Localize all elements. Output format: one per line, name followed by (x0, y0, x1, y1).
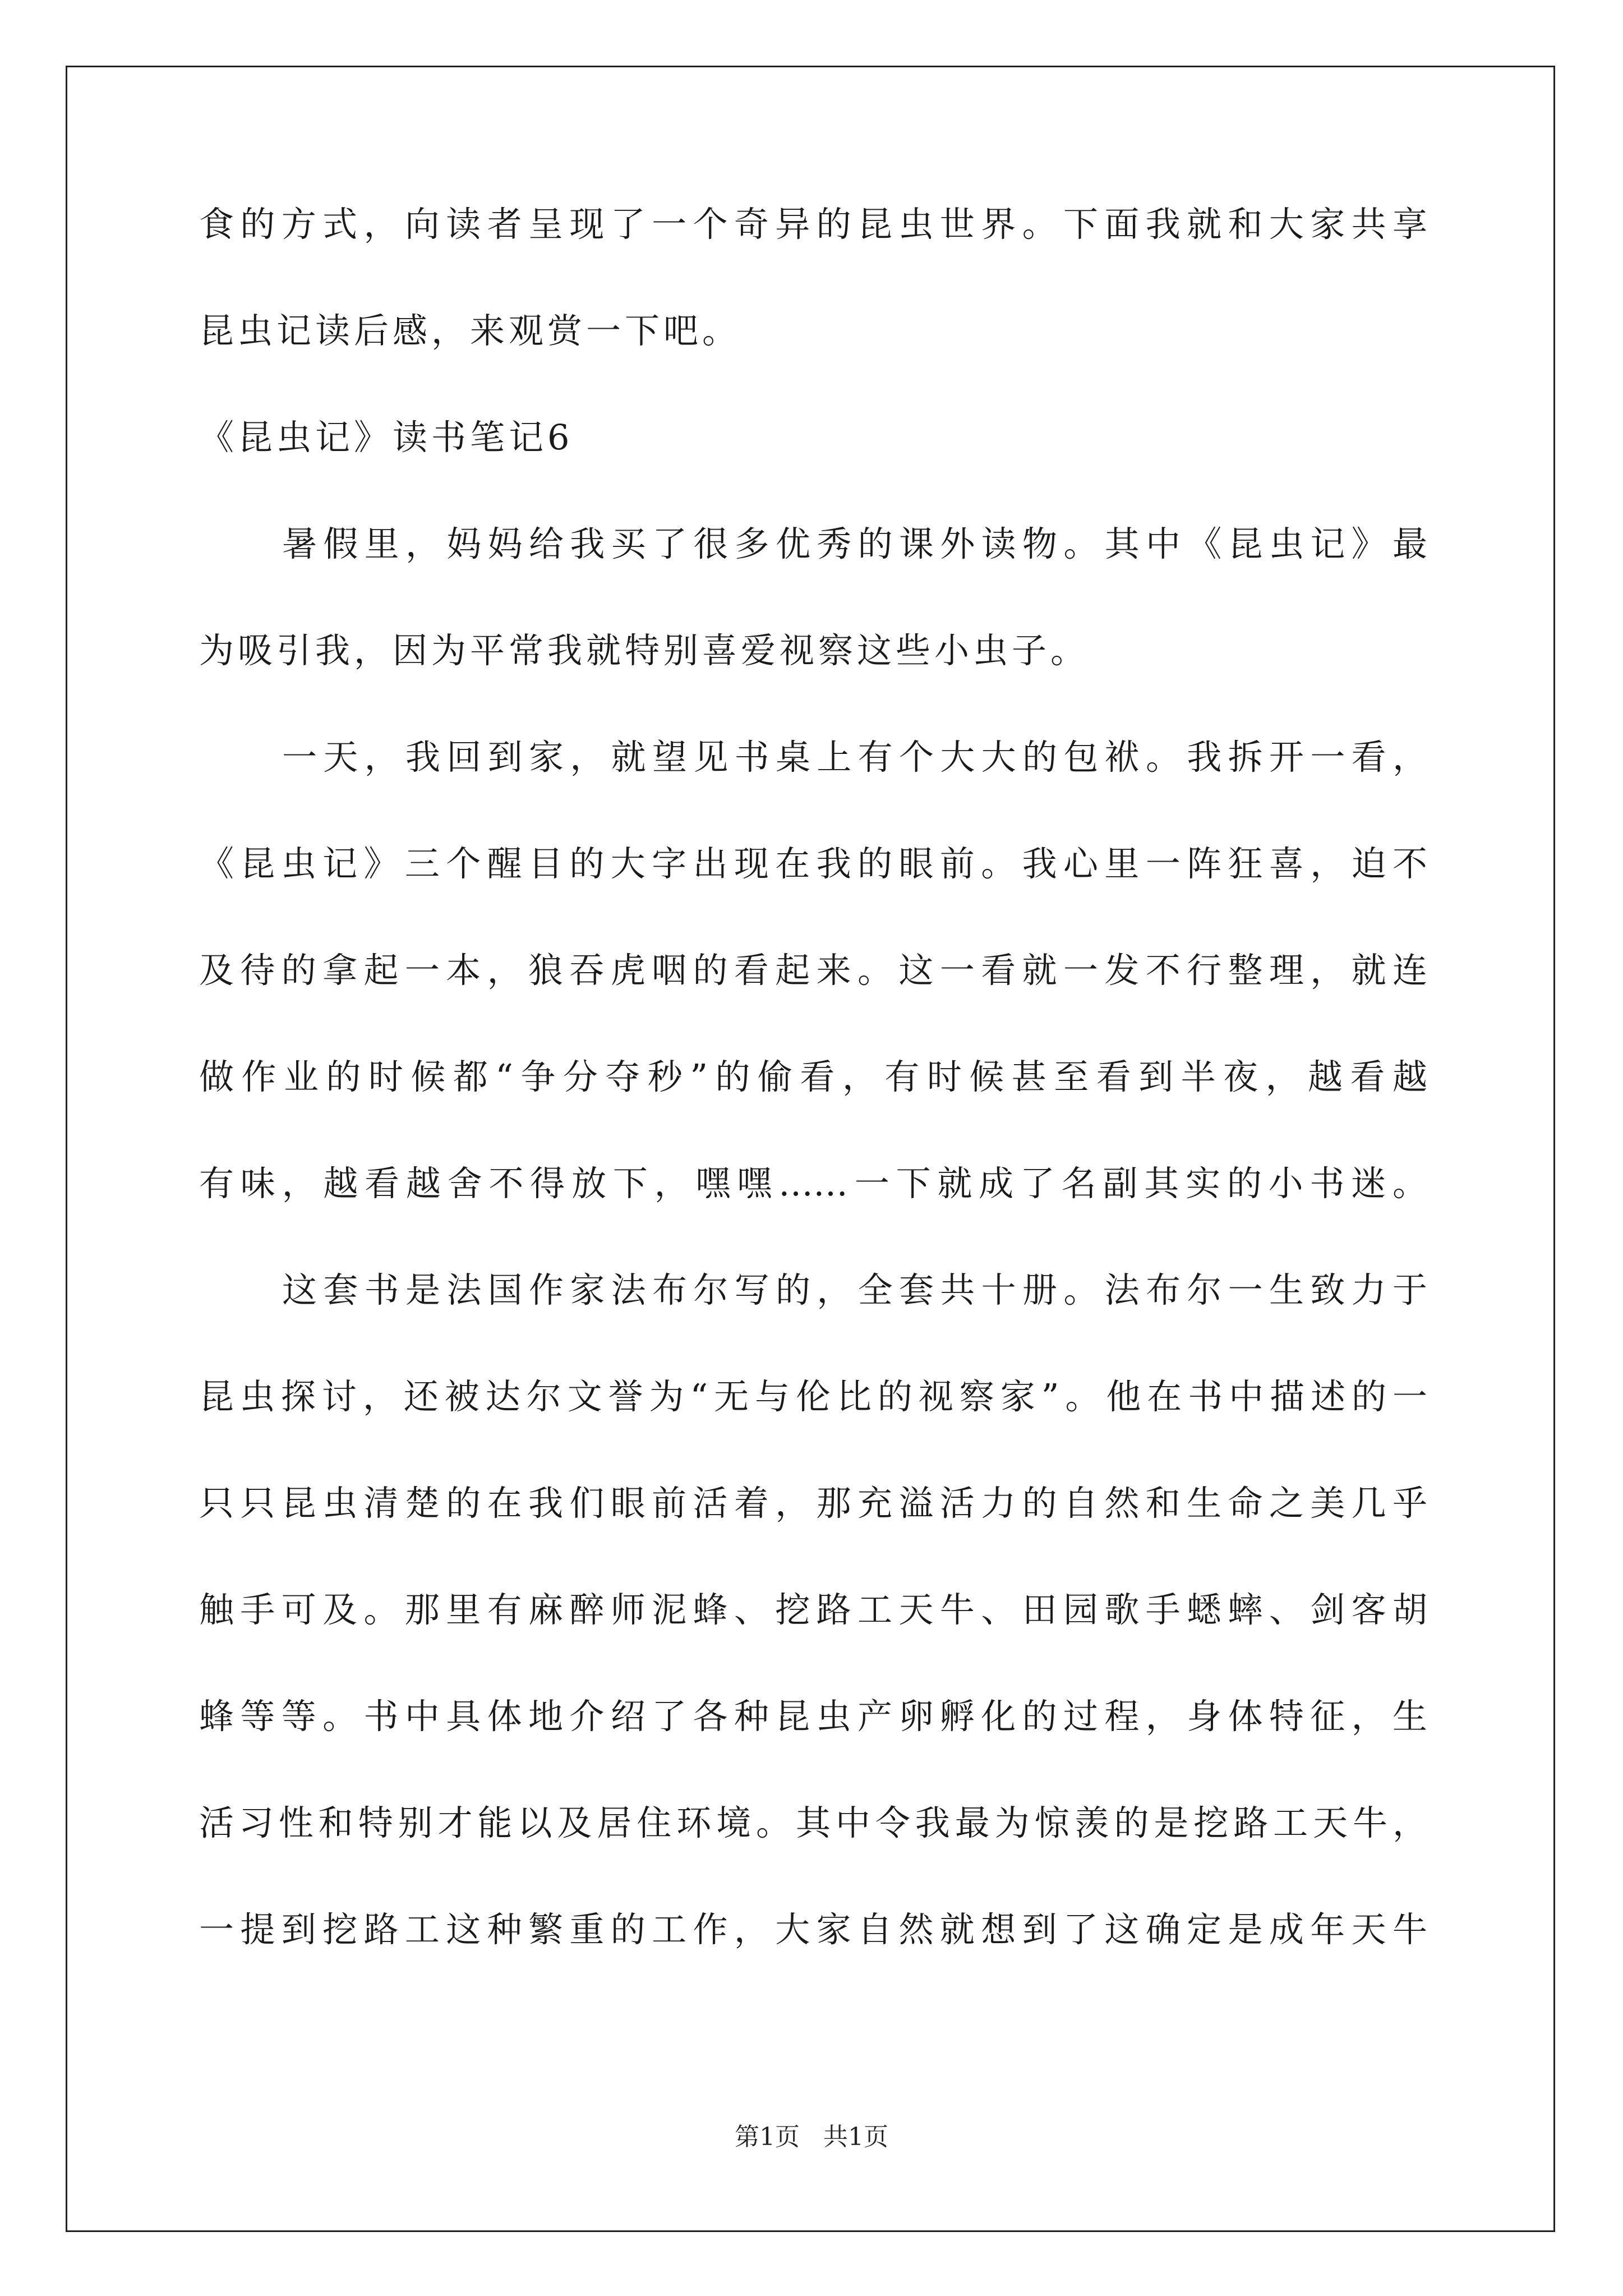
text-line: 《昆虫记》三个醒目的大字出现在我的眼前。我心里一阵狂喜，迫不 (199, 843, 1427, 884)
text-line: 这套书是法国作家法布尔写的，全套共十册。法布尔一生致力于 (282, 1269, 1427, 1310)
page-total: 共1页 (823, 2123, 888, 2151)
page-footer (0, 2122, 1623, 2153)
text-line: 有味，越看越舍不得放下，嘿嘿……一下就成了名副其实的小书迷。 (199, 1163, 1427, 1204)
text-line: 活习性和特别才能以及居住环境。其中令我最为惊羡的是挖路工天牛， (199, 1802, 1427, 1843)
text-line: 及待的拿起一本，狼吞虎咽的看起来。这一看就一发不行整理，就连 (199, 950, 1427, 991)
text-line: 一天，我回到家，就望见书桌上有个大大的包袱。我拆开一看， (282, 737, 1427, 777)
text-line: 为吸引我，因为平常我就特别喜爱视察这些小虫子。 (199, 630, 1090, 671)
text-line: 只只昆虫清楚的在我们眼前活着，那充溢活力的自然和生命之美几乎 (199, 1483, 1427, 1524)
text-line: 蜂等等。书中具体地介绍了各种昆虫产卵孵化的过程，身体特征，生 (199, 1696, 1427, 1737)
text-line: 食的方式，向读者呈现了一个奇异的昆虫世界。下面我就和大家共享 (199, 204, 1427, 245)
text-line: 昆虫探讨，还被达尔文誉为“无与伦比的视察家”。他在书中描述的一 (199, 1376, 1427, 1417)
text-line: 做作业的时候都“争分夺秒”的偷看，有时候甚至看到半夜，越看越 (199, 1056, 1427, 1097)
text-line: 触手可及。那里有麻醉师泥蜂、挖路工天牛、田园歌手蟋蟀、剑客胡 (199, 1589, 1427, 1630)
text-line: 昆虫记读后感，来观赏一下吧。 (199, 310, 741, 351)
page-number: 第1页 (735, 2123, 800, 2151)
text-line: 暑假里，妈妈给我买了很多优秀的课外读物。其中《昆虫记》最 (282, 523, 1427, 564)
text-line: 一提到挖路工这种繁重的工作，大家自然就想到了这确定是成年天牛 (199, 1909, 1427, 1950)
section-heading: 《昆虫记》读书笔记6 (199, 417, 574, 458)
